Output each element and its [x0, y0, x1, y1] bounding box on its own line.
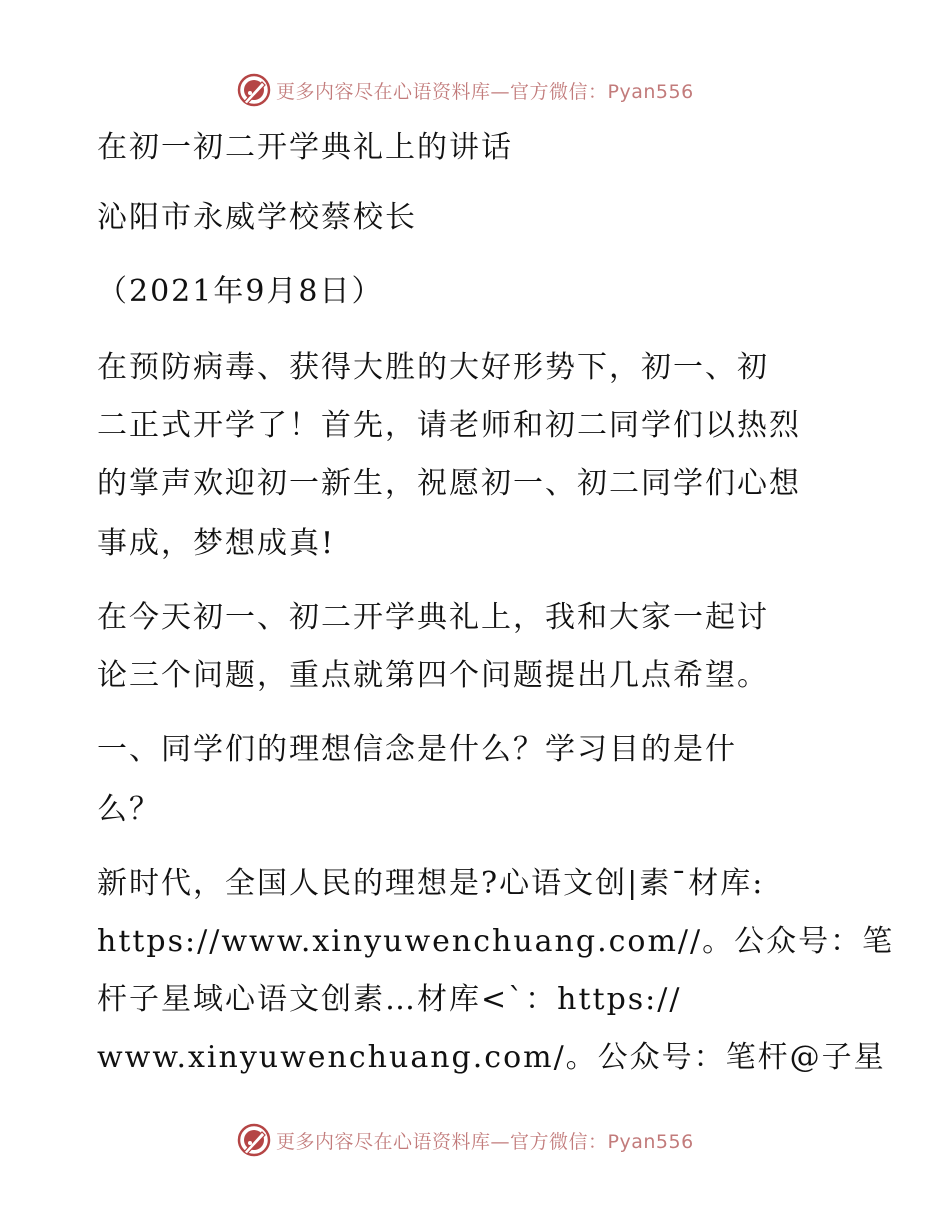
paragraph-line: www.xinyuwenchuang.com/。公众号：笔杆@子星: [97, 1040, 886, 1075]
paragraph-line: https://www.xinyuwenchuang.com//。公众号：笔: [97, 924, 895, 959]
paragraph-line: 新时代，全国人民的理想是?心语文创|素¯材库:: [97, 866, 765, 901]
paragraph-line: 的掌声欢迎初一新生，祝愿初一、初二同学们心想: [97, 466, 801, 501]
section-heading: 一、同学们的理想信念是什么？学习目的是什: [97, 732, 737, 767]
paragraph-line: 事成，梦想成真!: [97, 526, 336, 561]
paragraph-line: 在今天初一、初二开学典礼上，我和大家一起讨: [97, 600, 769, 635]
pen-logo-icon: [236, 72, 272, 108]
paragraph-line: 在预防病毒、获得大胜的大好形势下，初一、初: [97, 350, 769, 385]
paragraph-line: 论三个问题，重点就第四个问题提出几点希望。: [97, 658, 769, 693]
watermark-text: 更多内容尽在心语资料库—官方微信：Pyan556: [276, 1130, 694, 1153]
watermark-text: 更多内容尽在心语资料库—官方微信：Pyan556: [276, 80, 694, 103]
document-title: 在初一初二开学典礼上的讲话: [97, 130, 513, 165]
section-heading: 么？: [97, 792, 161, 827]
document-date: （2021年9月8日）: [97, 274, 384, 309]
watermark-header: [236, 70, 716, 110]
watermark-footer: [236, 1120, 716, 1160]
paragraph-line: 二正式开学了！首先，请老师和初二同学们以热烈: [97, 408, 801, 443]
paragraph-line: 杆子星域心语文创素…材库<`：https://: [97, 982, 682, 1017]
pen-logo-icon: [236, 1122, 272, 1158]
document-author: 沁阳市永威学校蔡校长: [97, 200, 417, 235]
